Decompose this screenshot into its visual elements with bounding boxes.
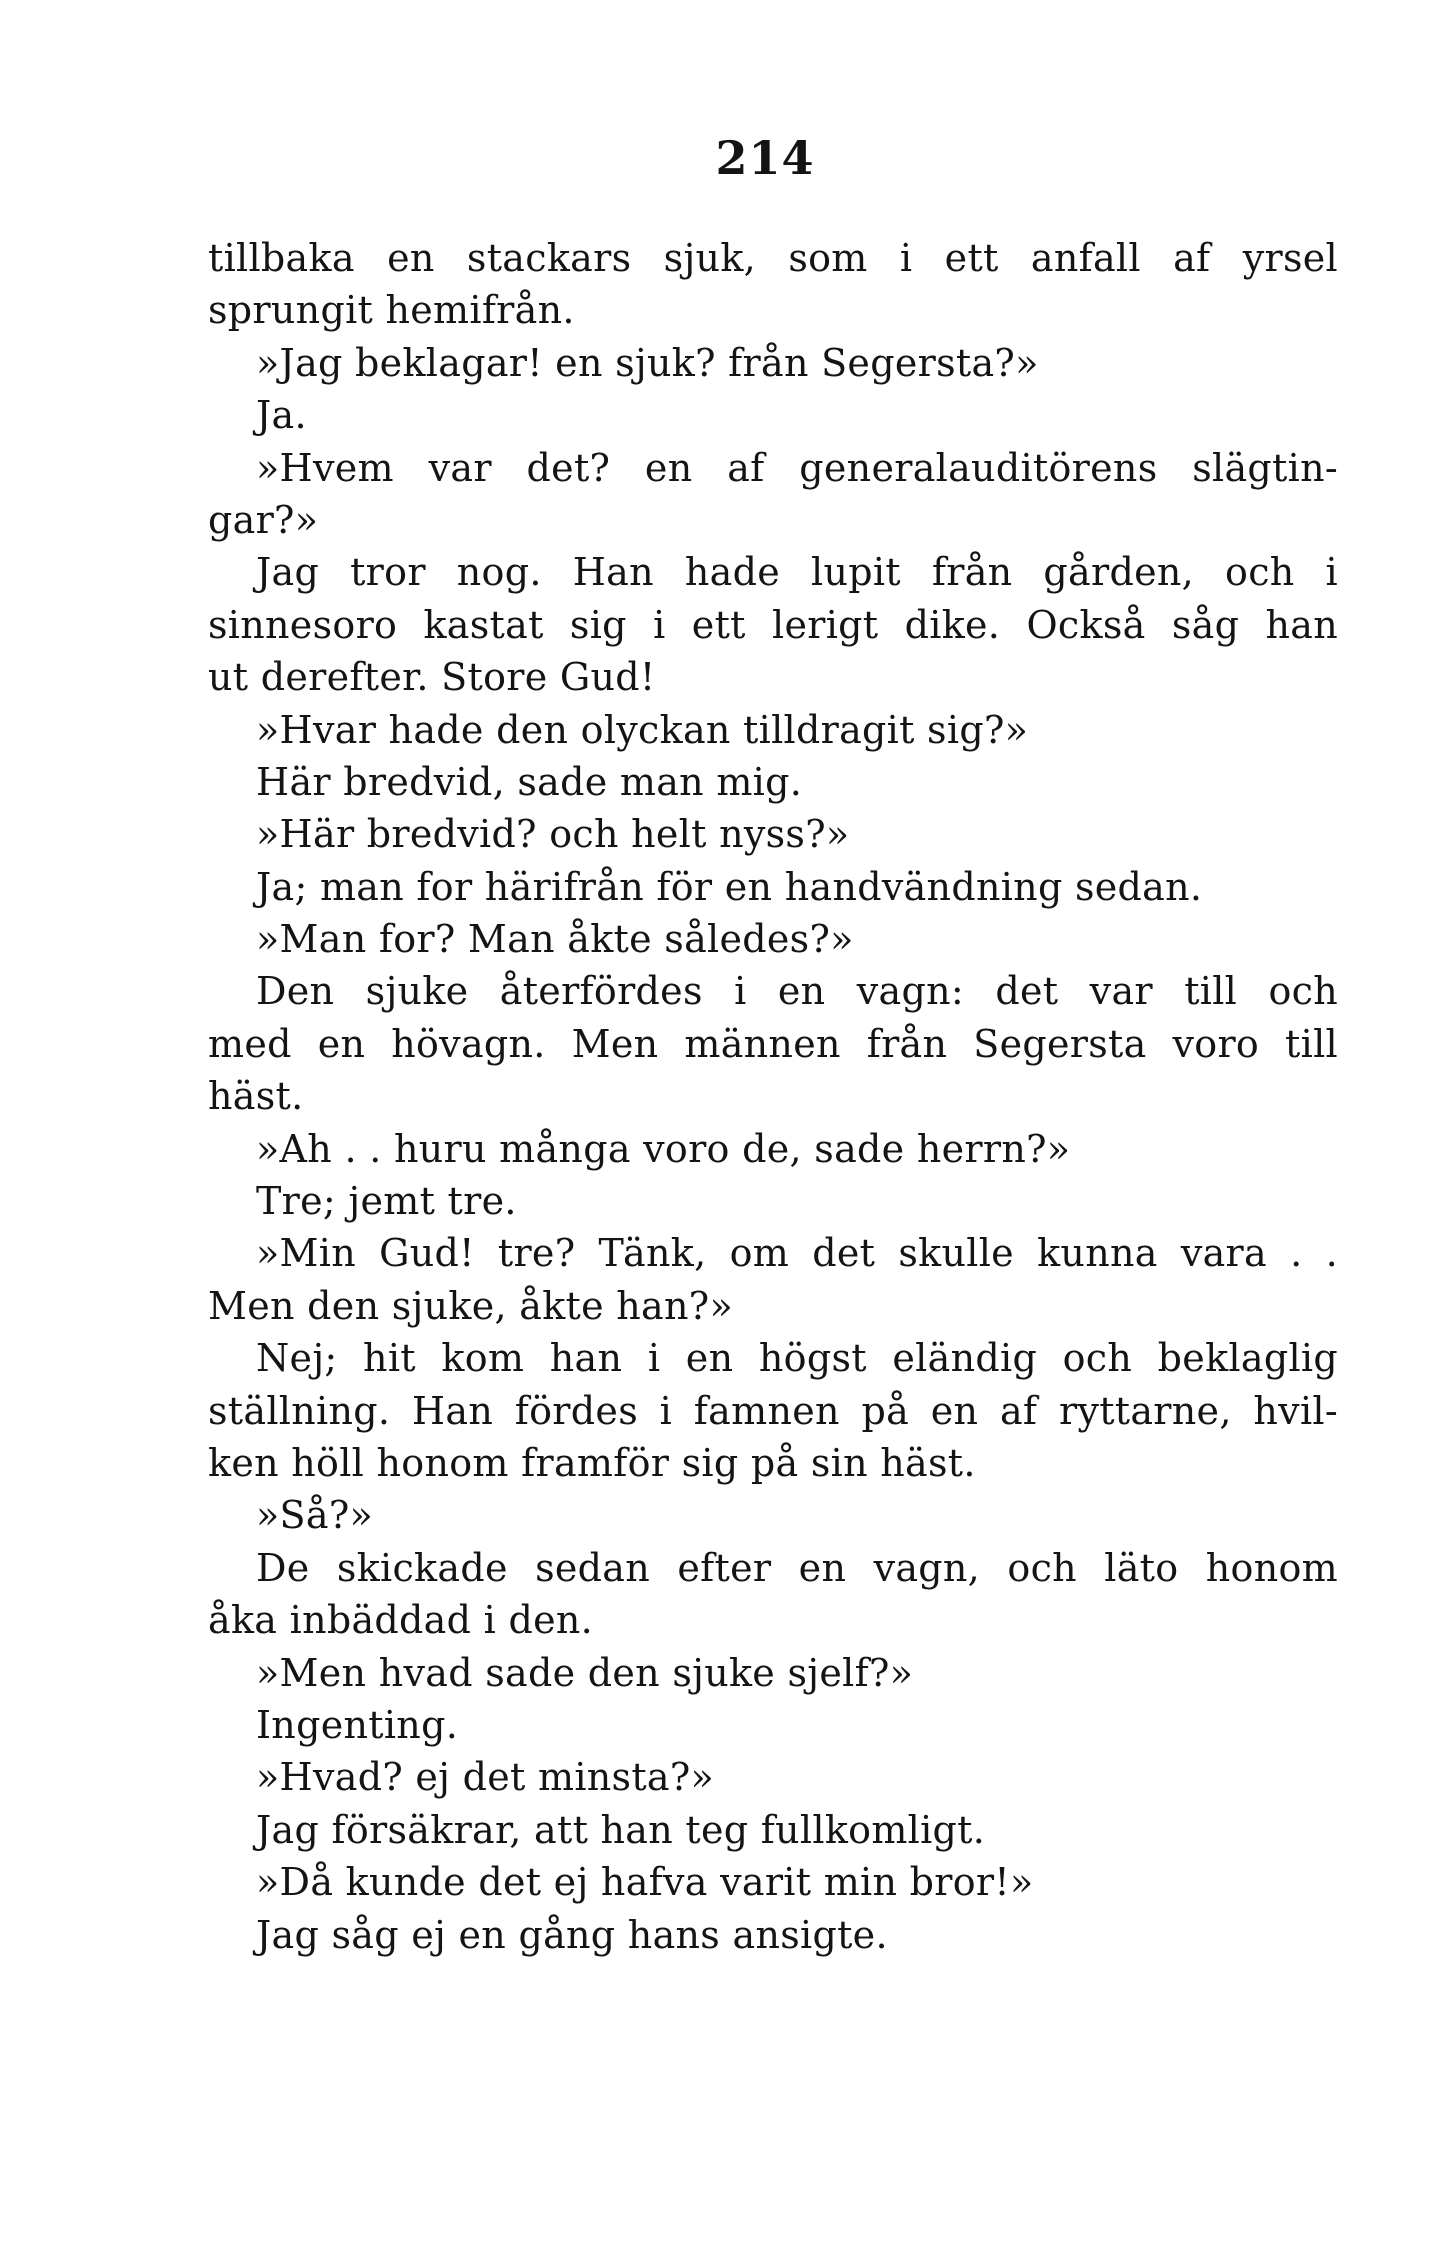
body-text (208, 232, 1338, 1961)
text-line: Jag såg ej en gång hans ansigte. (256, 1912, 888, 1957)
text-line: Nej; hit kom han i en högst eländig och beklaglig (256, 1336, 1338, 1381)
text-line: »Då kunde det ej hafva varit min bror!» (256, 1860, 1034, 1905)
text-line: Jag försäkrar, att han teg fullkomligt. (256, 1807, 986, 1852)
text-line: gar?» (208, 497, 319, 542)
text-line: Här bredvid, sade man mig. (256, 759, 803, 804)
text-line: häst. (208, 1074, 304, 1119)
text-line: »Så?» (256, 1493, 374, 1538)
text-line: »Min Gud! tre? Tänk, om det skulle kunna vara . . (256, 1231, 1338, 1276)
text-line: »Här bredvid? och helt nyss?» (256, 812, 850, 857)
text-line: »Hvad? ej det minsta?» (256, 1755, 715, 1800)
text-line: De skickade sedan efter en vagn, och läto honom (256, 1545, 1338, 1590)
text-line: »Man for? Man åkte således?» (256, 917, 854, 962)
page-number: 214 (715, 131, 815, 185)
text-line: ut derefter. Store Gud! (208, 655, 656, 700)
text-line: »Men hvad sade den sjuke sjelf?» (256, 1650, 914, 1695)
text-line: »Hvar hade den olyckan tilldragit sig?» (256, 707, 1029, 752)
text-line: med en hövagn. Men männen från Segersta voro till (208, 1021, 1338, 1066)
text-line: ken höll honom framför sig på sin häst. (208, 1440, 976, 1485)
text-line: tillbaka en stackars sjuk, som i ett anfall af yrsel (208, 236, 1338, 280)
text-line: Ja. (256, 393, 307, 438)
text-line: Jag tror nog. Han hade lupit från gården, och i (256, 550, 1338, 595)
text-line: »Jag beklagar! en sjuk? från Segersta?» (256, 340, 1039, 385)
text-line: Den sjuke återfördes i en vagn: det var till och (256, 969, 1338, 1014)
text-line: Tre; jemt tre. (256, 1179, 517, 1224)
text-line: sprungit hemifrån. (208, 288, 575, 333)
text-line: ställning. Han fördes i famnen på en af ryttarne, hvil- (208, 1388, 1338, 1433)
text-line: Ja; man for härifrån för en handvändning sedan. (256, 864, 1203, 909)
text-line: Men den sjuke, åkte han?» (208, 1283, 733, 1328)
text-line: sinnesoro kastat sig i ett lerigt dike. Också såg han (208, 602, 1338, 647)
text-line: »Ah . . huru många voro de, sade herrn?» (256, 1126, 1071, 1171)
text-line: »Hvem var det? en af generalauditörens slägtin- (256, 445, 1338, 490)
text-line: åka inbäddad i den. (208, 1598, 594, 1643)
text-line: Ingenting. (256, 1702, 459, 1747)
